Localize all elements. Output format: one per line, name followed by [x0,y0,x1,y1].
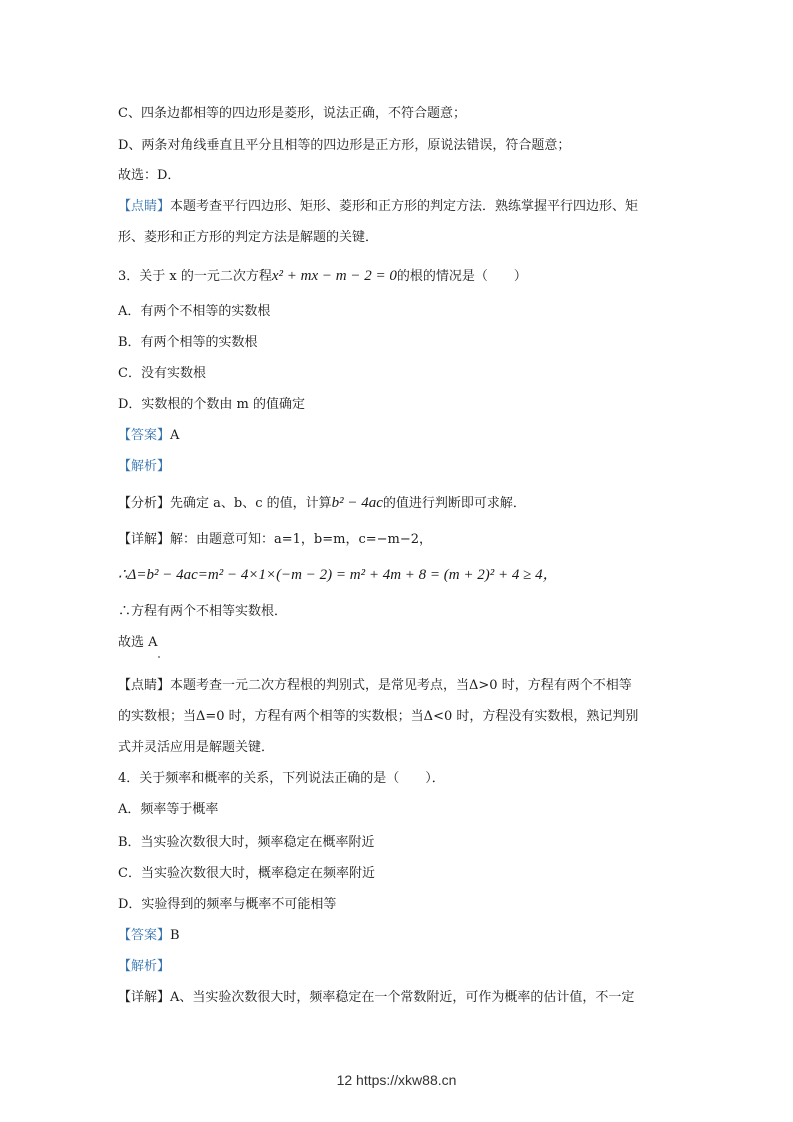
dianjing-1-line1 [118,197,638,217]
dianjing2-text: 本题考查一元二次方程根的判别式，是常见考点，当Δ>0 时，方程有两个不相等 [170,678,632,693]
q4-jiexi [118,957,170,977]
q4-xiangjie-tag: 【详解】 [118,990,171,1005]
fenxi-expr: b² − 4ac [331,495,383,511]
q3-answer: A [170,428,180,443]
xiangjie-tag: 【详解】 [118,532,171,547]
q4-option-c: C．当实验次数很大时，概率稳定在频率附近 [118,866,375,881]
choose-d: 故选：D． [118,168,181,183]
footer-url[interactable]: https://xkw88.cn [356,1072,457,1088]
dianjing-2-line2: 的实数根；当Δ=0 时，方程有两个相等的实数根；当Δ<0 时，方程没有实数根，熟记判别 [118,709,639,724]
q3-suffix: 的根的情况是（ ） [396,269,527,284]
q3-prefix: 3．关于 x 的一元二次方程 [118,269,272,284]
dianjing-2-line1 [118,676,632,696]
q4-answer-line [118,926,180,946]
conclusion: ∴方程有两个不相等实数根． [118,604,288,619]
fenxi-text2: 的值进行判断即可求解． [382,496,526,511]
choose-a: 故选 A [118,635,158,650]
q3-answer-line [118,426,179,446]
option-c-explanation: C、四条边都相等的四边形是菱形，说法正确，不符合题意； [118,106,466,121]
answer-tag: 【答案】 [118,428,171,443]
page-footer [0,1072,793,1088]
option-d-explanation: D、两条对角线垂直且平分且相等的四边形是正方形，原说法错误，符合题意； [118,138,571,153]
q3-fenxi [118,493,526,514]
fenxi-tag: 【分析】 [118,496,171,511]
dianjing2-tag: 【点睛】 [118,678,171,693]
q3-option-d: D．实数根的个数由 m 的值确定 [118,397,306,412]
question-3-stem [118,266,527,287]
answer-tag-q4: 【答案】 [118,928,171,943]
q3-xiangjie [118,530,432,550]
dianjing-2-line3: 式并灵活应用是解题关键． [118,740,275,755]
dianjing-1-line2: 形、菱形和正方形的判定方法是解题的关键． [118,230,379,245]
speck [158,656,160,658]
q3-equation: x² + mx − m − 2 = 0 [271,268,397,284]
dianjing-tag: 【点睛】 [118,199,171,214]
q3-option-a: A．有两个不相等的实数根 [118,304,271,319]
q4-answer: B [170,928,180,943]
q4-jiexi-tag: 【解析】 [118,959,171,974]
q4-option-b: B．当实验次数很大时，频率稳定在概率附近 [118,835,375,850]
q4-xiangjie-text: A、当实验次数很大时，频率稳定在一个常数附近，可作为概率的估计值，不一定 [170,990,635,1005]
fenxi-text1: 先确定 a、b、c 的值，计算 [170,496,332,511]
question-4-stem: 4．关于频率和概率的关系，下列说法正确的是（ ）． [118,771,445,786]
page-number: 12 [336,1072,353,1088]
xiangjie-text: 解：由题意可知：a=1，b=m，c=−m−2， [170,532,433,547]
jiexi-tag: 【解析】 [118,459,171,474]
dianjing-text: 本题考查平行四边形、矩形、菱形和正方形的判定方法．熟练掌握平行四边形、矩 [170,199,639,214]
q4-option-a: A．频率等于概率 [118,802,219,817]
delta-formula: ∴Δ=b² − 4ac=m² − 4×1×(−m − 2) = m² + 4m + 8 = (m + 2)² + 4 ≥ 4， [118,567,558,583]
q4-option-d: D．实验得到的频率与概率不可能相等 [118,897,337,912]
q4-xiangjie [118,988,634,1008]
q3-option-b: B．有两个相等的实数根 [118,335,258,350]
q3-option-c: C．没有实数根 [118,366,206,381]
q3-jiexi [118,457,170,477]
